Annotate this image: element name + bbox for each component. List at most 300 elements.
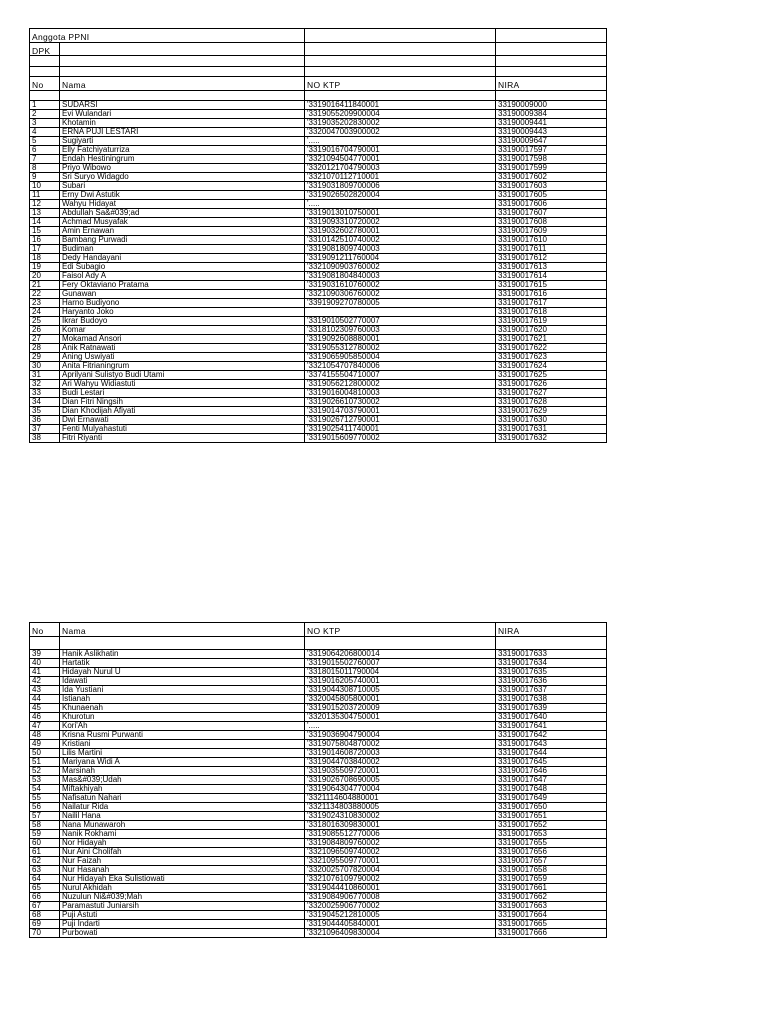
sheet-title: Anggota PPNI bbox=[30, 29, 305, 43]
member-row bbox=[30, 236, 607, 245]
member-row bbox=[30, 704, 607, 713]
blank-row bbox=[30, 66, 607, 77]
cell-nira: 33190017655 bbox=[496, 839, 607, 848]
member-table-2 bbox=[29, 622, 607, 938]
member-row bbox=[30, 245, 607, 254]
cell-nira: 33190017610 bbox=[496, 236, 607, 245]
cell-nira: 33190017609 bbox=[496, 227, 607, 236]
member-row bbox=[30, 101, 607, 110]
member-row bbox=[30, 128, 607, 137]
cell-nama: Anita Fitrianingrum bbox=[60, 362, 305, 371]
cell-ktp: '3321134803880005 bbox=[305, 803, 496, 812]
cell-nira: 33190017615 bbox=[496, 281, 607, 290]
cell-no: 6 bbox=[30, 146, 60, 155]
cell-nira: 33190017656 bbox=[496, 848, 607, 857]
cell-ktp: '3319044703840002 bbox=[305, 758, 496, 767]
cell-nira: 33190009441 bbox=[496, 119, 607, 128]
cell-nama: Hartatik bbox=[60, 659, 305, 668]
member-row bbox=[30, 137, 607, 146]
cell-no: 35 bbox=[30, 407, 60, 416]
cell-no: 62 bbox=[30, 857, 60, 866]
member-row bbox=[30, 326, 607, 335]
cell-nama: Nur Hidayah Eka Sulistiowati bbox=[60, 875, 305, 884]
cell-ktp: '3319026610730002 bbox=[305, 398, 496, 407]
cell-nira: 33190017619 bbox=[496, 317, 607, 326]
cell-nira: 33190017651 bbox=[496, 812, 607, 821]
member-row bbox=[30, 299, 607, 308]
cell-nira: 33190017631 bbox=[496, 425, 607, 434]
cell-nama: Nanik Rokhami bbox=[60, 830, 305, 839]
cell-nama: Kori'Ah bbox=[60, 722, 305, 731]
member-row bbox=[30, 839, 607, 848]
cell-nama: Endah Hestiningrum bbox=[60, 155, 305, 164]
cell-ktp: '3319014608720003 bbox=[305, 749, 496, 758]
cell-no: 37 bbox=[30, 425, 60, 434]
member-row bbox=[30, 344, 607, 353]
member-row bbox=[30, 398, 607, 407]
cell-no: 7 bbox=[30, 155, 60, 164]
cell-nira: 33190017665 bbox=[496, 920, 607, 929]
member-row bbox=[30, 857, 607, 866]
cell-nira: 33190017597 bbox=[496, 146, 607, 155]
cell-nama: Mokamad Ansori bbox=[60, 335, 305, 344]
cell-no: 36 bbox=[30, 416, 60, 425]
cell-nama: Lilis Martini bbox=[60, 749, 305, 758]
cell-no: 60 bbox=[30, 839, 60, 848]
cell-ktp: '3318016309830001 bbox=[305, 821, 496, 830]
cell-ktp: '3321090903760002 bbox=[305, 263, 496, 272]
member-row bbox=[30, 272, 607, 281]
cell-nira: 33190017644 bbox=[496, 749, 607, 758]
cell-no: 32 bbox=[30, 380, 60, 389]
cell-nira: 33190017605 bbox=[496, 191, 607, 200]
cell-no: 20 bbox=[30, 272, 60, 281]
member-row bbox=[30, 884, 607, 893]
member-row bbox=[30, 371, 607, 380]
cell-nira: 33190017602 bbox=[496, 173, 607, 182]
member-row bbox=[30, 794, 607, 803]
cell-nama: Fenti Mulyahastuti bbox=[60, 425, 305, 434]
member-row bbox=[30, 731, 607, 740]
cell-nama: Sugiyarti bbox=[60, 137, 305, 146]
member-row bbox=[30, 902, 607, 911]
cell-nira: 33190009647 bbox=[496, 137, 607, 146]
cell-nira: 33190017612 bbox=[496, 254, 607, 263]
cell-no: 5 bbox=[30, 137, 60, 146]
cell-nama: Subari bbox=[60, 182, 305, 191]
cell-ktp: '..... bbox=[305, 722, 496, 731]
cell-ktp: '3319026712790001 bbox=[305, 416, 496, 425]
cell-no: 38 bbox=[30, 434, 60, 443]
cell-nira: 33190017620 bbox=[496, 326, 607, 335]
cell-ktp: '3319016411840001 bbox=[305, 101, 496, 110]
cell-ktp: '3319044410860001 bbox=[305, 884, 496, 893]
cell-no: 31 bbox=[30, 371, 60, 380]
cell-nira: 33190017623 bbox=[496, 353, 607, 362]
cell-no: 57 bbox=[30, 812, 60, 821]
cell-nama: Elly Fatchiyaturriza bbox=[60, 146, 305, 155]
cell-nira: 33190017628 bbox=[496, 398, 607, 407]
cell-nira: 33190017606 bbox=[496, 200, 607, 209]
cell-ktp: '3319014703790001 bbox=[305, 407, 496, 416]
cell-nira: 33190017614 bbox=[496, 272, 607, 281]
member-row bbox=[30, 173, 607, 182]
cell-nama: Purbowati bbox=[60, 929, 305, 938]
cell-no: 34 bbox=[30, 398, 60, 407]
member-row bbox=[30, 119, 607, 128]
cell-ktp: '3318015011790004 bbox=[305, 668, 496, 677]
cell-nira: 33190017657 bbox=[496, 857, 607, 866]
member-row bbox=[30, 308, 607, 317]
member-row bbox=[30, 416, 607, 425]
member-row bbox=[30, 713, 607, 722]
cell-nama: Khunaenah bbox=[60, 704, 305, 713]
cell-ktp: '3319016004810003 bbox=[305, 389, 496, 398]
member-row bbox=[30, 920, 607, 929]
cell-nama: Miftakhiyah bbox=[60, 785, 305, 794]
cell-nira: 33190017626 bbox=[496, 380, 607, 389]
cell-nira: 33190017625 bbox=[496, 371, 607, 380]
member-row bbox=[30, 317, 607, 326]
cell-no: 3 bbox=[30, 119, 60, 128]
cell-ktp: '3319024310830002 bbox=[305, 812, 496, 821]
cell-no: 19 bbox=[30, 263, 60, 272]
column-header-no: No bbox=[30, 77, 60, 91]
cell-ktp: '3319015609770002 bbox=[305, 434, 496, 443]
cell-no: 15 bbox=[30, 227, 60, 236]
member-row bbox=[30, 785, 607, 794]
column-header-no: No bbox=[30, 623, 60, 637]
cell-nama: Khotamin bbox=[60, 119, 305, 128]
cell-ktp: '3321095509770001 bbox=[305, 857, 496, 866]
cell-ktp: '..... bbox=[305, 137, 496, 146]
member-row bbox=[30, 182, 607, 191]
member-row bbox=[30, 803, 607, 812]
cell-no: 16 bbox=[30, 236, 60, 245]
cell-no: 17 bbox=[30, 245, 60, 254]
member-row bbox=[30, 227, 607, 236]
cell-nira: 33190017624 bbox=[496, 362, 607, 371]
cell-no: 67 bbox=[30, 902, 60, 911]
cell-nira: 33190017603 bbox=[496, 182, 607, 191]
cell-nama: Budiman bbox=[60, 245, 305, 254]
cell-no: 49 bbox=[30, 740, 60, 749]
cell-no: 24 bbox=[30, 308, 60, 317]
cell-no: 8 bbox=[30, 164, 60, 173]
cell-no: 28 bbox=[30, 344, 60, 353]
cell-no: 12 bbox=[30, 200, 60, 209]
cell-ktp: '3321096409830004 bbox=[305, 929, 496, 938]
cell-nama: Hidayah Nurul U bbox=[60, 668, 305, 677]
cell-ktp: '3391909270780005 bbox=[305, 299, 496, 308]
cell-nama: Faisol Ady A bbox=[60, 272, 305, 281]
cell-nira: 33190017652 bbox=[496, 821, 607, 830]
cell-no: 44 bbox=[30, 695, 60, 704]
member-row bbox=[30, 362, 607, 371]
cell-nama: Nafisatun Nahari bbox=[60, 794, 305, 803]
cell-no: 40 bbox=[30, 659, 60, 668]
cell-no: 56 bbox=[30, 803, 60, 812]
member-row bbox=[30, 110, 607, 119]
cell-no: 25 bbox=[30, 317, 60, 326]
cell-ktp: '3319016205740001 bbox=[305, 677, 496, 686]
member-row bbox=[30, 659, 607, 668]
cell-ktp: '3319091211760004 bbox=[305, 254, 496, 263]
cell-ktp: '3319044308710005 bbox=[305, 686, 496, 695]
cell-nama: Nailil Hana bbox=[60, 812, 305, 821]
cell-nama: Bambang Purwadi bbox=[60, 236, 305, 245]
member-row bbox=[30, 434, 607, 443]
sheet-subtitle: DPK bbox=[30, 42, 60, 56]
cell-nama: SUDARSI bbox=[60, 101, 305, 110]
cell-no: 9 bbox=[30, 173, 60, 182]
cell-ktp: '3320045805800001 bbox=[305, 695, 496, 704]
cell-ktp: '3321114604880001 bbox=[305, 794, 496, 803]
cell-nira: 33190017622 bbox=[496, 344, 607, 353]
cell-nira: 33190017650 bbox=[496, 803, 607, 812]
cell-no: 58 bbox=[30, 821, 60, 830]
cell-nama: Dedy Handayani bbox=[60, 254, 305, 263]
cell-nira: 33190017639 bbox=[496, 704, 607, 713]
cell-nira: 33190017613 bbox=[496, 263, 607, 272]
member-row bbox=[30, 353, 607, 362]
cell-nama: Hanik Aslikhatin bbox=[60, 650, 305, 659]
cell-nama: Erny Dwi Astutik bbox=[60, 191, 305, 200]
cell-nira: 33190017641 bbox=[496, 722, 607, 731]
cell-ktp: '3319075804870002 bbox=[305, 740, 496, 749]
cell-nama: Priyo Wibowo bbox=[60, 164, 305, 173]
cell-ktp: '3321094504770001 bbox=[305, 155, 496, 164]
cell-ktp: '3320121704790003 bbox=[305, 164, 496, 173]
member-row bbox=[30, 668, 607, 677]
cell-ktp: '3320025707820004 bbox=[305, 866, 496, 875]
cell-nira: 33190017649 bbox=[496, 794, 607, 803]
cell-nama: Khurotun bbox=[60, 713, 305, 722]
cell-no: 48 bbox=[30, 731, 60, 740]
cell-nira: 33190017634 bbox=[496, 659, 607, 668]
cell-nama: Idawati bbox=[60, 677, 305, 686]
cell-nama: Abdullah Sa&#039;ad bbox=[60, 209, 305, 218]
cell-no: 4 bbox=[30, 128, 60, 137]
cell-ktp: '3319016704790001 bbox=[305, 146, 496, 155]
cell-ktp: '3319013010750001 bbox=[305, 209, 496, 218]
cell-no: 13 bbox=[30, 209, 60, 218]
member-row bbox=[30, 407, 607, 416]
cell-nama: Istianah bbox=[60, 695, 305, 704]
cell-ktp: '3319025411740001 bbox=[305, 425, 496, 434]
cell-nira: 33190017642 bbox=[496, 731, 607, 740]
cell-ktp: '3310142510740002 bbox=[305, 236, 496, 245]
cell-no: 11 bbox=[30, 191, 60, 200]
cell-nira: 33190017611 bbox=[496, 245, 607, 254]
member-row bbox=[30, 722, 607, 731]
cell-nama: Ikrar Budoyo bbox=[60, 317, 305, 326]
cell-nira: 33190017617 bbox=[496, 299, 607, 308]
cell-nama: ERNA PUJI LESTARI bbox=[60, 128, 305, 137]
cell-no: 23 bbox=[30, 299, 60, 308]
cell-no: 66 bbox=[30, 893, 60, 902]
member-row bbox=[30, 893, 607, 902]
cell-nama: Nailatur Rida bbox=[60, 803, 305, 812]
cell-no: 55 bbox=[30, 794, 60, 803]
cell-ktp: '3319036904790004 bbox=[305, 731, 496, 740]
cell-nira: 33190017653 bbox=[496, 830, 607, 839]
cell-ktp: '3319045212810005 bbox=[305, 911, 496, 920]
cell-nama: Nor Hidayah bbox=[60, 839, 305, 848]
cell-no: 10 bbox=[30, 182, 60, 191]
cell-nama: Mariyana Widi A bbox=[60, 758, 305, 767]
cell-nama: Paramastuti Juniarsih bbox=[60, 902, 305, 911]
cell-ktp: '3319026708690005 bbox=[305, 776, 496, 785]
cell-nama: Dian Khodijah Afiyati bbox=[60, 407, 305, 416]
cell-no: 18 bbox=[30, 254, 60, 263]
cell-ktp: '3321096509740002 bbox=[305, 848, 496, 857]
cell-nira: 33190017618 bbox=[496, 308, 607, 317]
cell-ktp: '3321054707840006 bbox=[305, 362, 496, 371]
cell-no: 59 bbox=[30, 830, 60, 839]
blank-row bbox=[30, 90, 607, 101]
cell-nama: Edi Subagio bbox=[60, 263, 305, 272]
column-header-nira: NIRA bbox=[496, 77, 607, 91]
cell-no: 51 bbox=[30, 758, 60, 767]
cell-no: 64 bbox=[30, 875, 60, 884]
cell-ktp: '3319084906770008 bbox=[305, 893, 496, 902]
member-row bbox=[30, 191, 607, 200]
cell-nira: 33190017621 bbox=[496, 335, 607, 344]
cell-ktp: '3319035509720001 bbox=[305, 767, 496, 776]
column-header-ktp: NO KTP bbox=[305, 77, 496, 91]
cell-nama: Aning Uswiyati bbox=[60, 353, 305, 362]
cell-no: 61 bbox=[30, 848, 60, 857]
cell-nira: 33190017640 bbox=[496, 713, 607, 722]
cell-no: 33 bbox=[30, 389, 60, 398]
cell-ktp: '3319044405840001 bbox=[305, 920, 496, 929]
cell-nira: 33190017633 bbox=[496, 650, 607, 659]
cell-nama: Mas&#039;Udah bbox=[60, 776, 305, 785]
cell-ktp: '3319055209900004 bbox=[305, 110, 496, 119]
cell-no: 63 bbox=[30, 866, 60, 875]
member-row bbox=[30, 164, 607, 173]
cell-nira: 33190017636 bbox=[496, 677, 607, 686]
cell-nira: 33190017627 bbox=[496, 389, 607, 398]
cell-nira: 33190017662 bbox=[496, 893, 607, 902]
cell-nira: 33190017659 bbox=[496, 875, 607, 884]
member-row bbox=[30, 281, 607, 290]
member-row bbox=[30, 866, 607, 875]
cell-nama: Nur Aini Cholifah bbox=[60, 848, 305, 857]
member-row bbox=[30, 425, 607, 434]
cell-ktp: '3321076109790002 bbox=[305, 875, 496, 884]
cell-nama: Nurul Akhidah bbox=[60, 884, 305, 893]
cell-ktp: '3319035202830002 bbox=[305, 119, 496, 128]
cell-nira: 33190009443 bbox=[496, 128, 607, 137]
cell-no: 52 bbox=[30, 767, 60, 776]
cell-nira: 33190017645 bbox=[496, 758, 607, 767]
member-row bbox=[30, 749, 607, 758]
cell-nira: 33190017666 bbox=[496, 929, 607, 938]
cell-ktp: '3319084809760002 bbox=[305, 839, 496, 848]
cell-nama: Fery Oktaviano Pratama bbox=[60, 281, 305, 290]
column-header-nama: Nama bbox=[60, 77, 305, 91]
cell-nira: 33190017599 bbox=[496, 164, 607, 173]
member-row bbox=[30, 848, 607, 857]
member-row bbox=[30, 767, 607, 776]
cell-ktp: '3319093310720002 bbox=[305, 218, 496, 227]
member-row bbox=[30, 821, 607, 830]
member-row bbox=[30, 254, 607, 263]
cell-no: 65 bbox=[30, 884, 60, 893]
cell-no: 26 bbox=[30, 326, 60, 335]
cell-no: 21 bbox=[30, 281, 60, 290]
cell-no: 41 bbox=[30, 668, 60, 677]
cell-ktp: '3319026502820004 bbox=[305, 191, 496, 200]
cell-nira: 33190017643 bbox=[496, 740, 607, 749]
cell-nira: 33190017664 bbox=[496, 911, 607, 920]
cell-nama: Sri Suryo Widagdo bbox=[60, 173, 305, 182]
member-row bbox=[30, 695, 607, 704]
cell-nira: 33190017661 bbox=[496, 884, 607, 893]
cell-ktp: '3319031809700006 bbox=[305, 182, 496, 191]
cell-ktp: '3319055312780002 bbox=[305, 344, 496, 353]
cell-no: 1 bbox=[30, 101, 60, 110]
member-row bbox=[30, 758, 607, 767]
cell-nama: Krisna Rusmi Purwanti bbox=[60, 731, 305, 740]
cell-ktp: '3319085512770006 bbox=[305, 830, 496, 839]
member-row bbox=[30, 200, 607, 209]
cell-nama: Komar bbox=[60, 326, 305, 335]
member-row bbox=[30, 911, 607, 920]
cell-nira: 33190017647 bbox=[496, 776, 607, 785]
cell-nira: 33190017632 bbox=[496, 434, 607, 443]
member-row bbox=[30, 335, 607, 344]
cell-ktp: '3319032602780001 bbox=[305, 227, 496, 236]
cell-no: 47 bbox=[30, 722, 60, 731]
cell-nira: 33190017629 bbox=[496, 407, 607, 416]
cell-no: 68 bbox=[30, 911, 60, 920]
cell-nira: 33190009384 bbox=[496, 110, 607, 119]
cell-nama: Nana Munawaroh bbox=[60, 821, 305, 830]
cell-nama: Amin Ernawan bbox=[60, 227, 305, 236]
cell-no: 2 bbox=[30, 110, 60, 119]
column-header-nama: Nama bbox=[60, 623, 305, 637]
cell-ktp: '3320025906770002 bbox=[305, 902, 496, 911]
member-row bbox=[30, 875, 607, 884]
member-row bbox=[30, 740, 607, 749]
cell-no: 46 bbox=[30, 713, 60, 722]
cell-nira: 33190017608 bbox=[496, 218, 607, 227]
member-row bbox=[30, 650, 607, 659]
cell-ktp: '3319092608880001 bbox=[305, 335, 496, 344]
cell-nira: 33190017646 bbox=[496, 767, 607, 776]
cell-no: 43 bbox=[30, 686, 60, 695]
cell-nira: 33190017663 bbox=[496, 902, 607, 911]
member-row bbox=[30, 218, 607, 227]
cell-no: 30 bbox=[30, 362, 60, 371]
member-row bbox=[30, 776, 607, 785]
blank-row bbox=[30, 636, 607, 650]
cell-nama: Nur Faizah bbox=[60, 857, 305, 866]
cell-ktp: '3318102309760003 bbox=[305, 326, 496, 335]
cell-ktp: '3319015502760007 bbox=[305, 659, 496, 668]
cell-nama: Evi Wulandari bbox=[60, 110, 305, 119]
cell-ktp: '3319065905850004 bbox=[305, 353, 496, 362]
column-header-row bbox=[30, 77, 607, 91]
cell-ktp: '3319064304770004 bbox=[305, 785, 496, 794]
cell-nira: 33190017598 bbox=[496, 155, 607, 164]
cell-ktp: '3319056212800002 bbox=[305, 380, 496, 389]
cell-no: 27 bbox=[30, 335, 60, 344]
cell-ktp: '3319031610760002 bbox=[305, 281, 496, 290]
